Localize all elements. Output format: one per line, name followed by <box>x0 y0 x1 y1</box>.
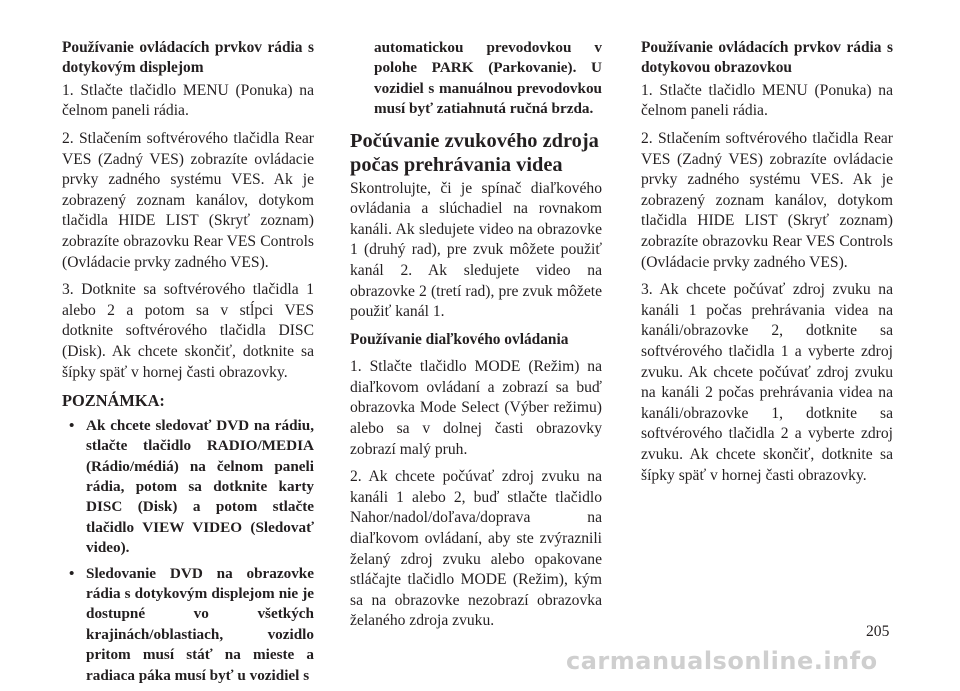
middle-column <box>350 38 602 632</box>
step-3: 3. Dotknite sa softvérového tlačidla 1 alebo 2 a potom sa v stĺpci VES dotknite softvérového tlačidla DISC (Disk). Ak chcete skončiť, dotknite sa šípky späť v hornej časti obrazovky. <box>62 281 314 381</box>
intro-paragraph: Skontrolujte, či je spínač diaľkového ovládania a slúchadiel na rovnakom kanáli. Ak sledujete video na obrazovke 1 (druhý rad), pre zvuk môžete použiť kanál 2. Ak sledujete video na obrazovke 2 (tretí rad), pre zvuk môžete použiť kanál 1. <box>350 179 602 321</box>
bullet-icon: • <box>69 416 75 434</box>
note-label: POZNÁMKA: <box>62 391 165 411</box>
step-1: 1. Stlačte tlačidlo MODE (Režim) na diaľkovom ovládaní a zobrazí sa buď obrazovka Mode Select (Výber režimu) alebo sa v dolnej časti obrazovky zobrazí malý pruh. <box>350 358 602 458</box>
section-heading-touchscreen-radio: Používanie ovládacích prvkov rádia s dotykovou obrazovkou <box>641 39 893 77</box>
note-text: Ak chcete sledovať DVD na rádiu, stlačte tlačidlo RADIO/MEDIA (Rádio/médiá) na čelnom paneli rádia, potom sa dotknite karty DISC (Disk) a potom stlačte tlačidlo VIEW VIDEO (Sledovať video). <box>86 416 314 557</box>
step-2: 2. Stlačením softvérového tlačidla Rear VES (Zadný VES) zobrazíte ovládacie prvky zadného systému VES. Ak je zobrazený zoznam kanálov, dotykom tlačidla HIDE LIST (Skryť zoznam) zobrazíte obrazovku Rear VES Controls (Ovládacie prvky zadného VES). <box>641 130 893 271</box>
note-list <box>62 416 314 686</box>
step-2: 2. Stlačením softvérového tlačidla Rear VES (Zadný VES) zobrazíte ovládacie prvky zadného systému VES. Ak je zobrazený zoznam kanálov, dotykom tlačidla HIDE LIST (Skryť zoznam) zobrazíte obrazovku Rear VES Controls (Ovládacie prvky zadného VES). <box>62 130 314 271</box>
section-heading-remote-control: Používanie diaľkového ovládania <box>350 330 569 348</box>
note-item <box>62 564 314 686</box>
step-1: 1. Stlačte tlačidlo MENU (Ponuka) na čelnom paneli rádia. <box>641 81 893 120</box>
note-item <box>62 416 314 559</box>
section-heading-touchscreen-controls: Používanie ovládacích prvkov rádia s dotykovým displejom <box>62 39 314 77</box>
note-continued-text: automatickou prevodovkou v polohe PARK (Parkovanie). U vozidiel s manuálnou prevodovkou musí byť zatiahnutá ručná brzda. <box>374 39 602 118</box>
step-1: 1. Stlačte tlačidlo MENU (Ponuka) na čelnom paneli rádia. <box>62 81 314 120</box>
right-column <box>641 38 893 486</box>
section-title-audio-during-video: Počúvanie zvukového zdroja počas prehrávania videa <box>350 129 599 176</box>
note-text: Sledovanie DVD na obrazovke rádia s dotykovým displejom nie je dostupné vo všetkých krajinách/oblastiach, vozidlo pritom musí stáť na mieste a radiaca páka musí byť u vozidiel s <box>86 564 314 684</box>
page-number: 205 <box>866 623 890 640</box>
step-3: 3. Ak chcete počúvať zdroj zvuku na kanáli 1 počas prehrávania videa na kanáli/obrazovke 2, dotknite sa softvérového tlačidla 1 a vyberte zdroj zvuku. Ak chcete počúvať zdroj zvuku na kanáli 2 počas prehrávania videa na kanáli/obrazovke 1, dotknite sa softvérového tlačidla 2 a vyberte zdroj zvuku. Ak chcete skončiť, dotknite sa šípky späť v hornej časti obrazovky. <box>641 281 893 484</box>
left-column <box>62 38 314 691</box>
bullet-icon: • <box>69 564 75 582</box>
watermark: carmanualsonline.info <box>566 647 878 675</box>
step-2: 2. Ak chcete počúvať zdroj zvuku na kanáli 1 alebo 2, buď stlačte tlačidlo Nahor/nadol/doľava/doprava na diaľkovom ovládaní, aby ste zvýraznili želaný zdroj zvuku alebo opakovane stláčajte tlačidlo MODE (Režim), kým sa na obrazovke nezobrazí obrazovka želaného zdroja zvuku. <box>350 468 602 630</box>
